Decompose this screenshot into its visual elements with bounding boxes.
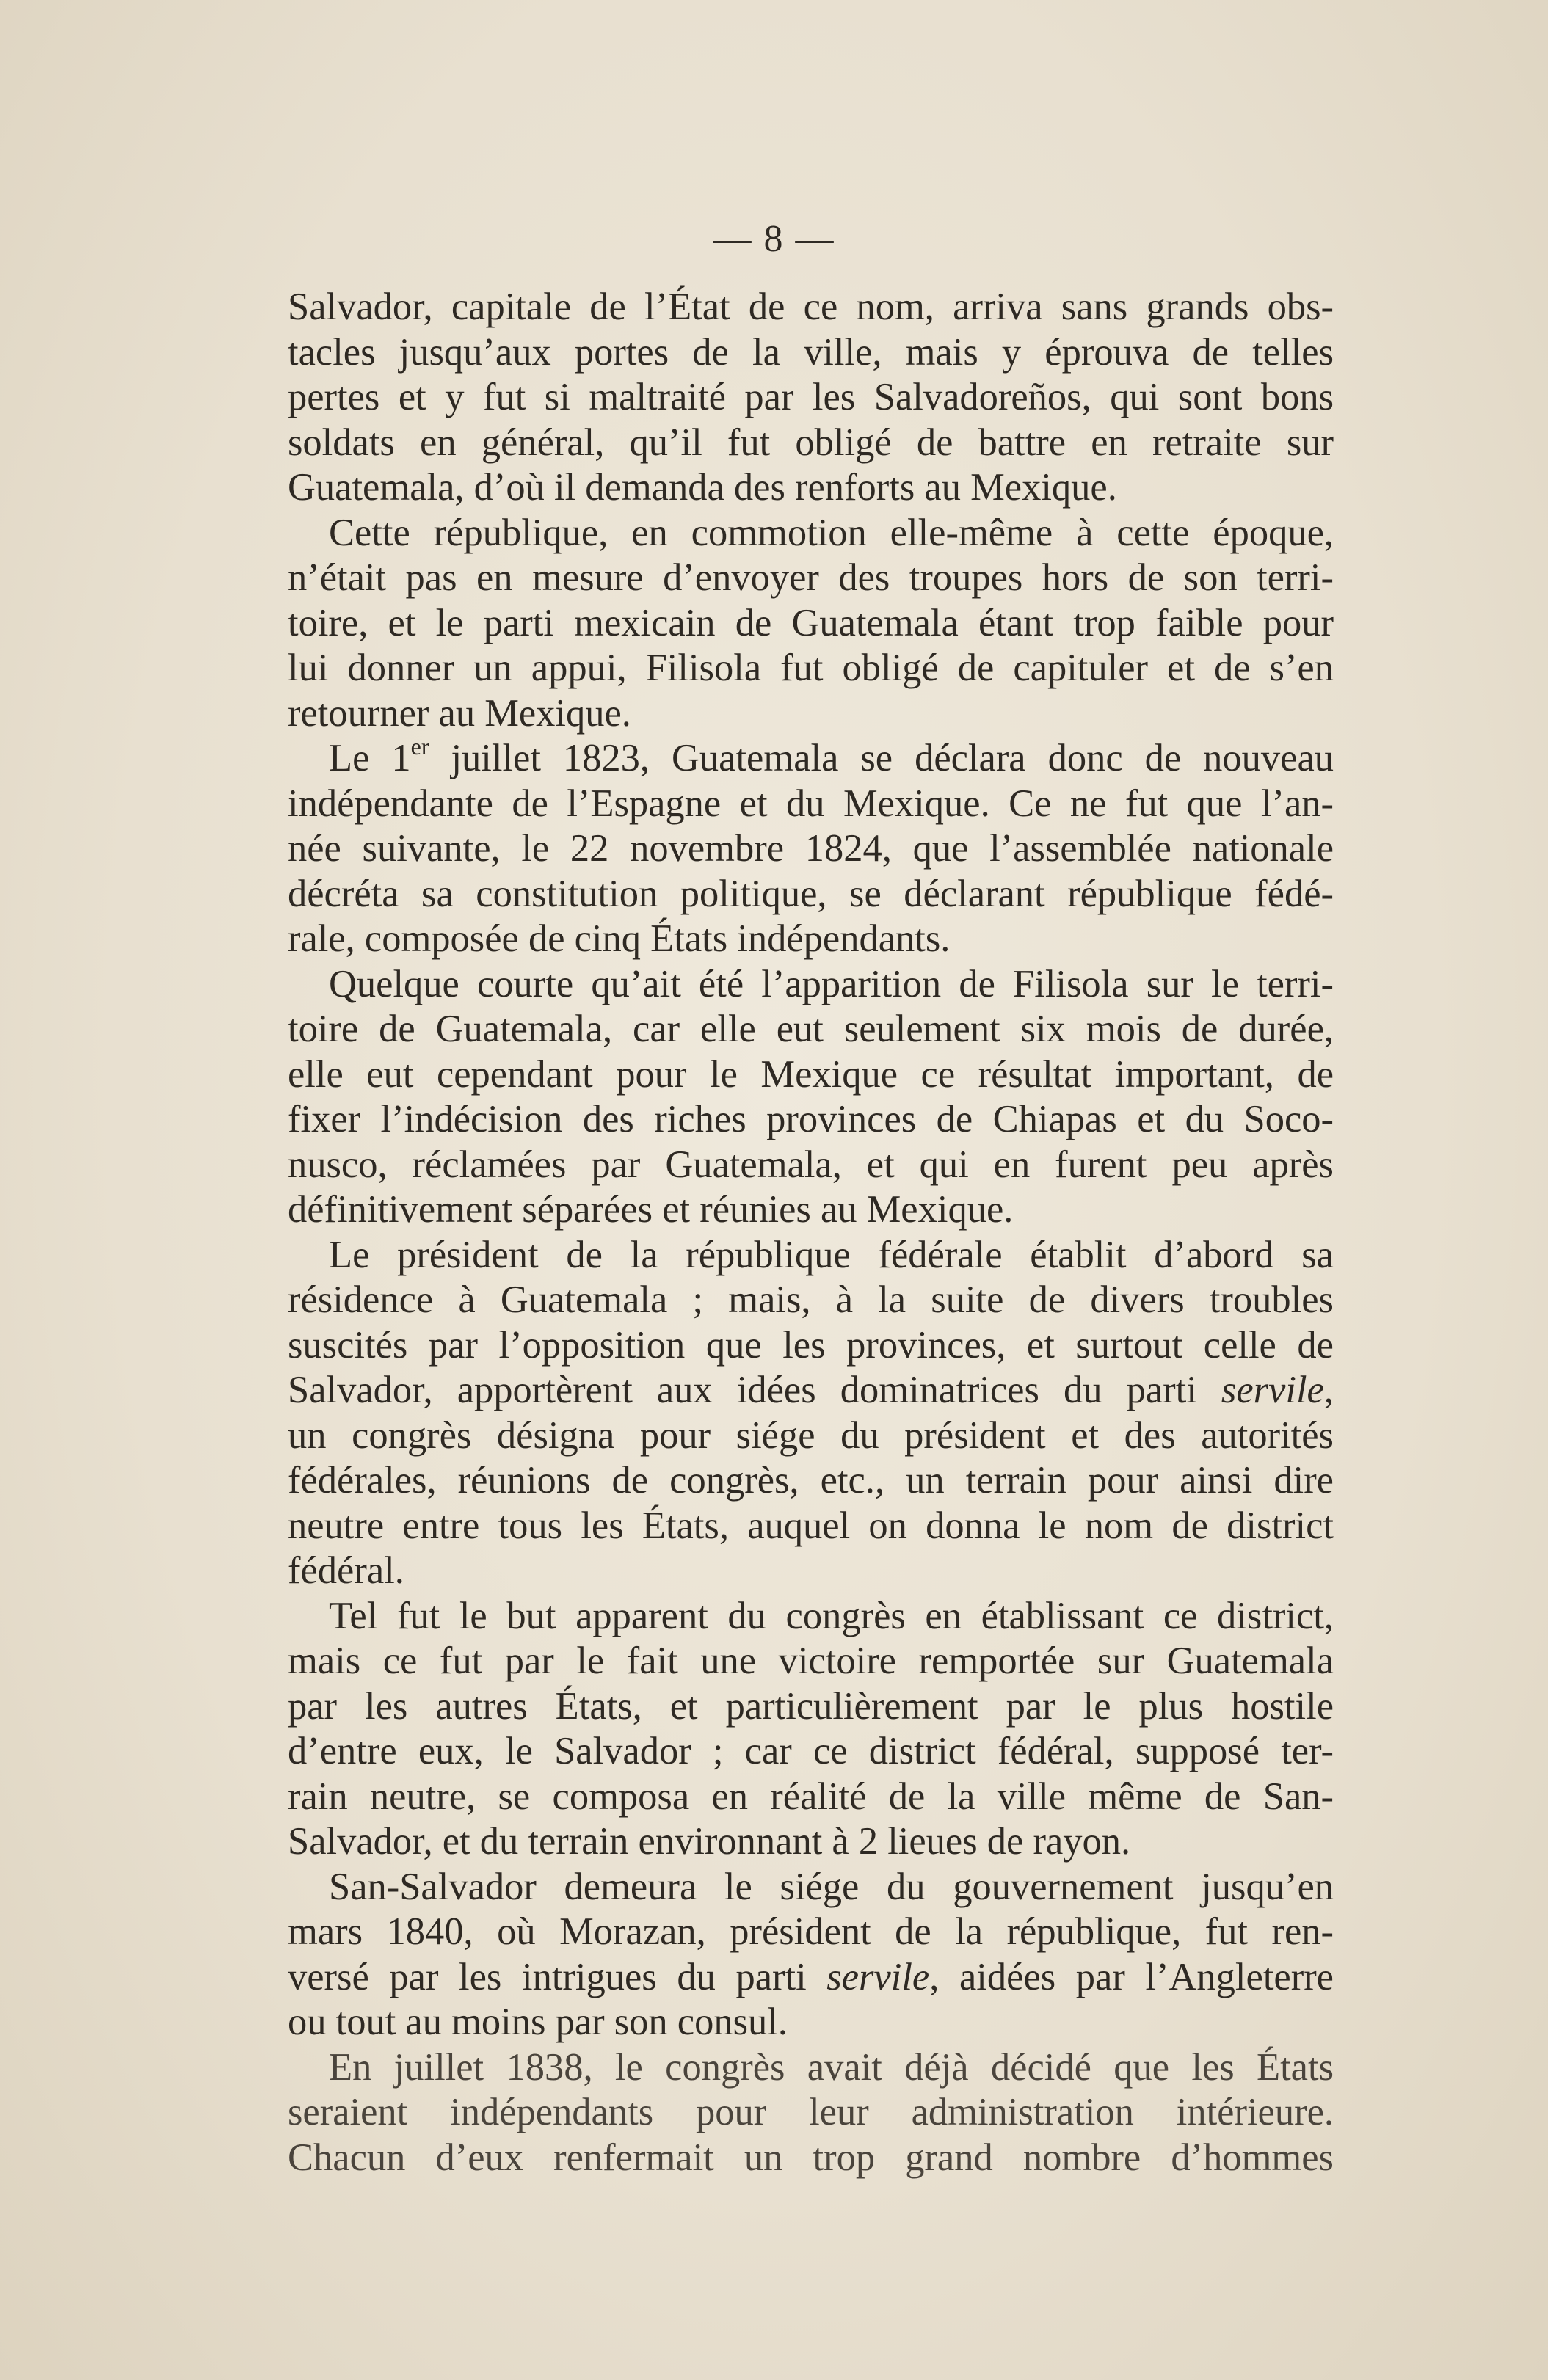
text-line: fédérales, réunions de congrès, etc., un terrain pour ainsi dire bbox=[288, 1459, 1334, 1502]
text-line: mars 1840, où Morazan, président de la république, fut ren- bbox=[288, 1910, 1334, 1953]
text-line: résidence à Guatemala ; mais, à la suite de divers troubles bbox=[288, 1278, 1334, 1321]
text-line: d’entre eux, le Salvador ; car ce district fédéral, supposé ter- bbox=[288, 1730, 1334, 1772]
text-line: Tel fut le but apparent du congrès en établissant ce district, bbox=[329, 1594, 1334, 1637]
text-line: fixer l’indécision des riches provinces de Chiapas et du Soco- bbox=[288, 1098, 1334, 1140]
superscript: er bbox=[410, 736, 429, 760]
text-line: lui donner un appui, Filisola fut obligé de capituler et de s’en bbox=[288, 647, 1334, 689]
text-line bbox=[288, 1955, 1334, 2001]
text-line: nusco, réclamées par Guatemala, et qui en furent peu après bbox=[288, 1143, 1334, 1186]
text-line: rain neutre, se composa en réalité de la ville même de San- bbox=[288, 1775, 1334, 1818]
text-line: pertes et y fut si maltraité par les Salvadoreños, qui sont bons bbox=[288, 376, 1334, 418]
text-line: elle eut cependant pour le Mexique ce résultat important, de bbox=[288, 1052, 1334, 1096]
text-line: toire, et le parti mexicain de Guatemala étant trop faible pour bbox=[288, 601, 1334, 644]
text-line: Guatemala, d’où il demanda des renforts au Mexique. bbox=[288, 466, 1117, 509]
text-fragment: Salvador, apportèrent aux idées dominatrices du parti bbox=[288, 1369, 1221, 1411]
text-line: décréta sa constitution politique, se déclarant république fédé- bbox=[288, 872, 1334, 915]
text-line bbox=[288, 736, 1334, 782]
text-line: Chacun d’eux renfermait un trop grand nombre d’hommes bbox=[288, 2136, 1334, 2179]
text-line: par les autres États, et particulièrement par le plus hostile bbox=[288, 1684, 1334, 1728]
text-line: rale, composée de cinq États indépendants. bbox=[288, 917, 951, 960]
text-line: Salvador, capitale de l’État de ce nom, arriva sans grands obs- bbox=[288, 285, 1334, 328]
text-line bbox=[288, 1368, 1334, 1413]
text-line: neutre entre tous les États, auquel on donna le nom de district bbox=[288, 1504, 1334, 1547]
text-line: toire de Guatemala, car elle eut seulement six mois de durée, bbox=[288, 1008, 1334, 1050]
text-line: Le président de la république fédérale établit d’abord sa bbox=[329, 1233, 1334, 1276]
text-line: définitivement séparées et réunies au Mexique. bbox=[288, 1188, 1014, 1231]
text-fragment: Le 1 bbox=[329, 737, 411, 779]
text-line: mais ce fut par le fait une victoire remportée sur Guatemala bbox=[288, 1640, 1334, 1682]
text-line: ou tout au moins par son consul. bbox=[288, 2001, 788, 2043]
page-number: — 8 — bbox=[713, 218, 835, 260]
text-line: Cette république, en commotion elle-même à cette époque, bbox=[329, 511, 1334, 554]
text-line: tacles jusqu’aux portes de la ville, mais y éprouva de telles bbox=[288, 330, 1334, 374]
text-line: retourner au Mexique. bbox=[288, 691, 631, 735]
italic-word: servile bbox=[826, 1955, 930, 1998]
text-line: Salvador, et du terrain environnant à 2 lieues de rayon. bbox=[288, 1820, 1131, 1863]
text-line: un congrès désigna pour siége du président et des autorités bbox=[288, 1413, 1334, 1457]
text-line: n’était pas en mesure d’envoyer des troupes hors de son terri- bbox=[288, 556, 1334, 599]
body-text bbox=[288, 285, 1334, 2180]
text-line: Quelque courte qu’ait été l’apparition de Filisola sur le terri- bbox=[329, 962, 1334, 1005]
text-line: fédéral. bbox=[288, 1549, 404, 1592]
text-line: seraient indépendants pour leur administration intérieure. bbox=[288, 2091, 1334, 2133]
text-fragment: versé par les intrigues du parti bbox=[288, 1955, 827, 1998]
italic-word: servile bbox=[1221, 1369, 1324, 1411]
text-fragment: , bbox=[1323, 1369, 1334, 1411]
text-fragment: juillet 1823, Guatemala se déclara donc de nouveau bbox=[429, 737, 1334, 779]
text-fragment: , aidées par l’Angleterre bbox=[929, 1955, 1334, 1998]
text-line: San-Salvador demeura le siége du gouvernement jusqu’en bbox=[329, 1865, 1334, 1908]
text-line: soldats en général, qu’il fut obligé de battre en retraite sur bbox=[288, 421, 1334, 464]
text-line: suscités par l’opposition que les provinces, et surtout celle de bbox=[288, 1323, 1334, 1367]
text-line: En juillet 1838, le congrès avait déjà décidé que les États bbox=[329, 2045, 1334, 2089]
text-line: née suivante, le 22 novembre 1824, que l’assemblée nationale bbox=[288, 827, 1334, 870]
text-line: indépendante de l’Espagne et du Mexique. Ce ne fut que l’an- bbox=[288, 782, 1334, 825]
